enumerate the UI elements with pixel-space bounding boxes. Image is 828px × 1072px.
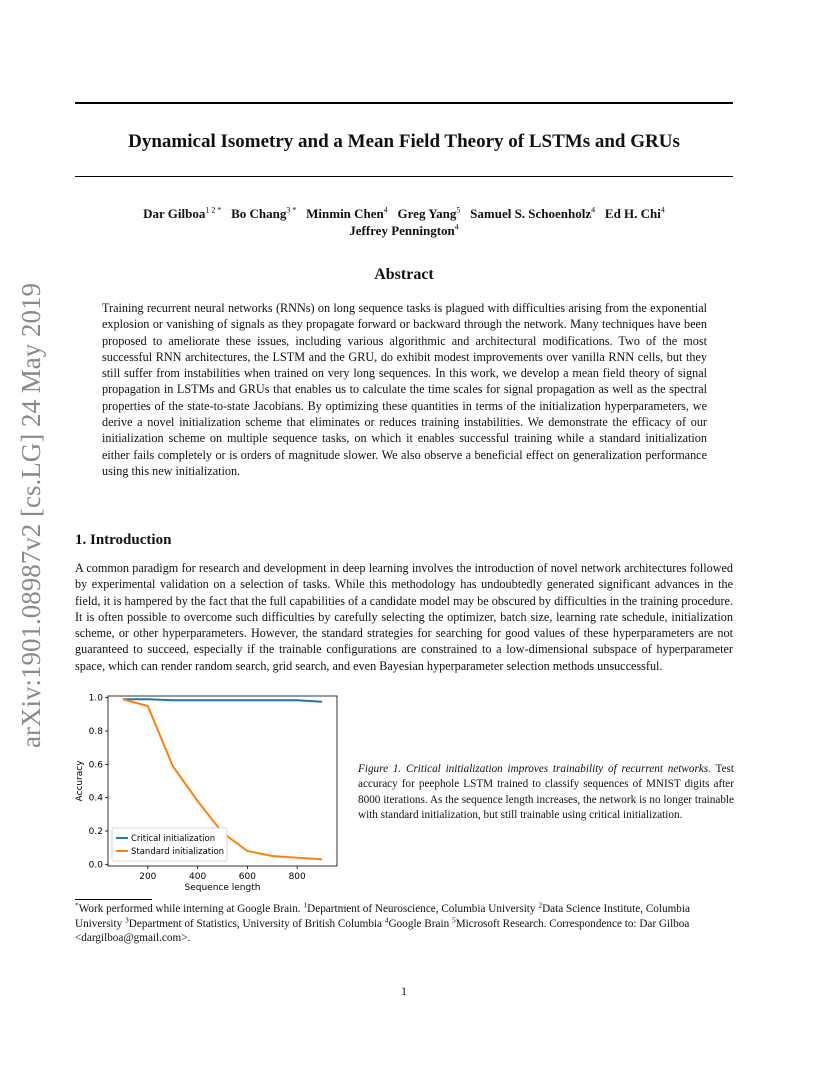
page-number: 1 (401, 984, 407, 998)
legend-label: Critical initialization (131, 834, 216, 844)
author: Samuel S. Schoenholz$^4$ (470, 205, 596, 221)
arxiv-identifier-text: arXiv:1901.08987v2 [cs.LG] 24 May 2019 (15, 282, 46, 748)
y-tick-label: 1.0 (88, 693, 103, 704)
x-axis-label: Sequence length (184, 883, 261, 893)
abstract-text: Training recurrent neural networks (RNNs) on long sequence tasks is plagued with difficulties arising from the exponential explosion or vanishing of signals as they propagate forward or backward through the network. Many techniques have been proposed to ameliorate these issues, including various algorithmic and architectural modifications. Two of the most successful RNN architectures, the LSTM and the GRU, do exhibit modest improvements over vanilla RNN cells, but they still suffer from instabilities when trained on very long sequences. In this work, we develop a mean field theory of signal propagation in LSTMs and GRUs that enables us to calculate the time scales for signal propagation as well as the spectral properties of the state-to-state Jacobians. By optimizing these quantities in terms of the initialization hyperparameters, we derive a novel initialization scheme that eliminates or reduces training instabilities. We demonstrate the efficacy of our initialization scheme on multiple sequence tasks, on which it enables successful training while a standard initialization either fails completely or is orders of magnitude slower. We also observe a beneficial effect on generalization performance using this new initialization. (102, 301, 707, 478)
x-tick-label: 800 (288, 872, 306, 882)
author: Greg Yang$^5$ (397, 205, 461, 221)
figure-caption-text: Test accuracy for peephole LSTM trained to classify sequences of MNIST digits after 8000 iterations. As the sequence length increases, the network is no longer trainable with standard initialization, but still trainable using critical initialization. (358, 763, 734, 821)
author: Jeffrey Pennington$^4$ (349, 222, 459, 238)
author: Minmin Chen$^4$ (306, 205, 388, 221)
y-tick-label: 0.0 (88, 860, 103, 871)
footnote: *Work performed while interning at Google Brain. $^1$Department of Neuroscience, Columbia University $^2$Data Science Institute, Columbia University $^3$Department of Statistics, University of British Columbia $^4$Google Brain $^5$Microsoft Research. Correspondence to: Dar Gilboa <dargilboa@gmail.com>. (75, 900, 690, 944)
figure-caption-lead: Figure 1. Critical initialization improves trainability of recurrent networks. (358, 763, 711, 775)
x-tick-label: 200 (139, 872, 157, 882)
paper-title: Dynamical Isometry and a Mean Field Theory of LSTMs and GRUs (128, 131, 680, 152)
author: Dar Gilboa$^{1 2 *}$ (143, 205, 222, 221)
y-tick-label: 0.8 (88, 727, 103, 737)
top-rule (75, 102, 733, 104)
legend-label: Standard initialization (131, 847, 225, 857)
y-axis-label: Accuracy (75, 760, 85, 802)
introduction-text: A common paradigm for research and development in deep learning involves the introduction of novel network architectures followed by experimental validation on a selection of tasks. While this methodology has undoubtedly generated significant advances in the field, it is hampered by the fact that the full capabilities of a candidate model may be obscured by difficulties in the training procedure. It is often possible to overcome such difficulties by carefully selecting the optimizer, batch size, learning rate schedule, initialization scheme, or other hyperparameters. However, the standard strategies for searching for good values of these hyperparameters are not guaranteed to succeed, especially if the trainable configurations are constrained to a low-dimensional subspace of hyperparameter space, which can render random search, grid search, and even Bayesian hyperparameter selection methods unsuccessful. (75, 561, 733, 673)
series-line-critical (123, 699, 322, 702)
abstract-heading: Abstract (374, 266, 434, 283)
accuracy-chart (72, 690, 347, 895)
y-tick-label: 0.2 (88, 827, 103, 837)
arxiv-identifier (8, 270, 54, 760)
y-tick-label: 0.6 (88, 760, 103, 771)
y-tick-label: 0.4 (88, 793, 103, 804)
figure-caption (358, 762, 734, 823)
title-rule (75, 176, 733, 177)
author: Ed H. Chi$^4$ (604, 205, 665, 221)
footnote-rule (75, 899, 152, 900)
author: Bo Chang$^{3 *}$ (231, 205, 297, 221)
x-tick-label: 600 (238, 872, 256, 882)
x-tick-label: 400 (189, 872, 207, 882)
author-list (75, 205, 733, 239)
introduction-heading: 1. Introduction (75, 532, 172, 548)
